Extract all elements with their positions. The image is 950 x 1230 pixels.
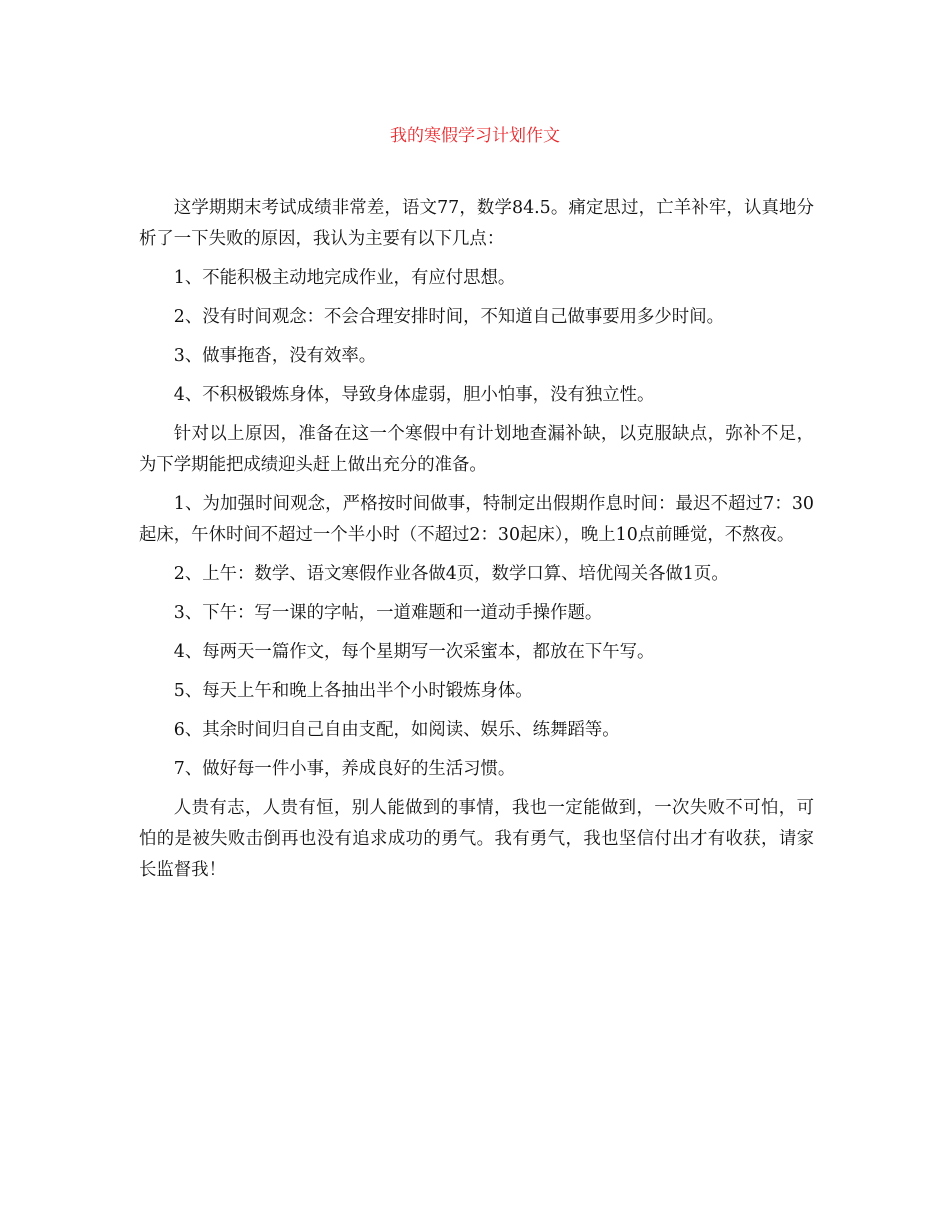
paragraph-plan-4: 4、每两天一篇作文，每个星期写一次采蜜本，都放在下午写。 — [173, 642, 655, 662]
paragraph-conclusion: 人贵有志，人贵有恒，别人能做到的事情，我也一定能做到，一次失败不可怕，可怕的是被失败击倒再也没有追求成功的勇气。我有勇气，我也坚信付出才有收获，请家长监督我！ — [139, 798, 814, 880]
document-body — [139, 193, 814, 894]
paragraph-reason-2: 2、没有时间观念：不会合理安排时间，不知道自己做事要用多少时间。 — [173, 307, 724, 327]
paragraph-plan-1: 1、为加强时间观念，严格按时间做事，特制定出假期作息时间：最迟不超过7：30起床，午休时间不超过一个半小时（不超过2：30起床），晚上10点前睡觉，不熬夜。 — [139, 494, 814, 545]
paragraph-plan-6: 6、其余时间归自己自由支配，如阅读、娱乐、练舞蹈等。 — [173, 720, 620, 740]
paragraph-plan-7: 7、做好每一件小事，养成良好的生活习惯。 — [173, 759, 516, 779]
paragraph-plan-2: 2、上午：数学、语文寒假作业各做4页，数学口算、培优闯关各做1页。 — [173, 564, 729, 584]
paragraph-plan-5: 5、每天上午和晚上各抽出半个小时锻炼身体。 — [173, 681, 533, 701]
paragraph-reason-4: 4、不积极锻炼身体，导致身体虚弱，胆小怕事，没有独立性。 — [173, 385, 655, 405]
paragraph-plan-3: 3、下午：写一课的字帖，一道难题和一道动手操作题。 — [173, 603, 603, 623]
paragraph-intro: 这学期期末考试成绩非常差，语文77，数学84.5。痛定思过，亡羊补牢，认真地分析了一下失败的原因，我认为主要有以下几点： — [139, 198, 814, 249]
paragraph-reason-3: 3、做事拖沓，没有效率。 — [173, 346, 377, 366]
paragraph-reason-1: 1、不能积极主动地完成作业，有应付思想。 — [173, 268, 516, 288]
page-title: 我的寒假学习计划作文 — [390, 126, 560, 146]
paragraph-plan-intro: 针对以上原因，准备在这一个寒假中有计划地查漏补缺，以克服缺点，弥补不足，为下学期能把成绩迎头赶上做出充分的准备。 — [139, 424, 814, 475]
